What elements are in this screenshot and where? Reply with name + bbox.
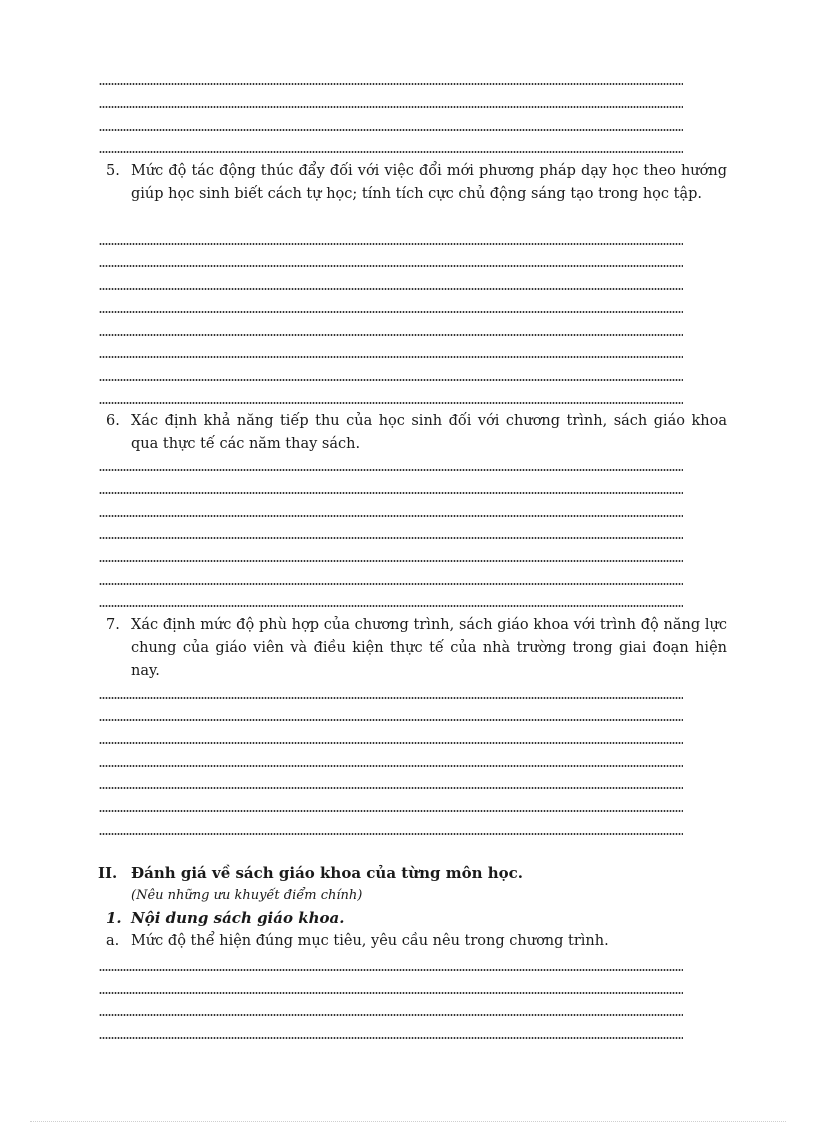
answer-line[interactable] <box>99 82 683 86</box>
subsection-number: 1. <box>106 909 122 927</box>
answer-line[interactable] <box>99 401 683 405</box>
answer-line[interactable] <box>99 991 683 995</box>
question-number: 7. <box>106 617 120 633</box>
subsection-title: Nội dung sách giáo khoa. <box>131 909 345 927</box>
answer-line[interactable] <box>99 832 683 836</box>
answer-line[interactable] <box>99 128 683 132</box>
answer-line[interactable] <box>99 264 683 268</box>
answer-line[interactable] <box>99 378 683 382</box>
answer-line[interactable] <box>99 242 683 246</box>
answer-line[interactable] <box>99 968 683 972</box>
question-number: 6. <box>106 413 120 429</box>
answer-line[interactable] <box>99 468 683 472</box>
answer-line[interactable] <box>99 536 683 540</box>
answer-line[interactable] <box>99 105 683 109</box>
answer-line[interactable] <box>99 741 683 745</box>
section-note: (Nêu những ưu khuyết điểm chính) <box>131 888 363 903</box>
point-label: a. <box>106 933 120 949</box>
answer-line[interactable] <box>99 764 683 768</box>
answer-line[interactable] <box>99 287 683 291</box>
answer-line[interactable] <box>99 604 683 608</box>
answer-line[interactable] <box>99 514 683 518</box>
answer-line[interactable] <box>99 333 683 337</box>
answer-line[interactable] <box>99 1013 683 1017</box>
answer-line[interactable] <box>99 582 683 586</box>
answer-line[interactable] <box>99 150 683 154</box>
section-number: II. <box>98 864 118 882</box>
answer-line[interactable] <box>99 718 683 722</box>
question-text: Xác định mức độ phù hợp của chương trình, sách giáo khoa với trình độ năng lực chung của giáo viên và điều kiện thực tế của nhà trường trong giai đoạn hiện nay. <box>131 617 727 679</box>
answer-line[interactable] <box>99 1036 683 1040</box>
question-text: Mức độ tác động thúc đẩy đối với việc đổi mới phương pháp dạy học theo hướng giúp học sinh biết cách tự học; tính tích cực chủ động sáng tạo trong học tập. <box>131 163 727 202</box>
answer-line[interactable] <box>99 696 683 700</box>
answer-line[interactable] <box>99 786 683 790</box>
question-number: 5. <box>106 163 120 179</box>
section-title: Đánh giá về sách giáo khoa của từng môn học. <box>131 864 523 882</box>
point-text: Mức độ thể hiện đúng mục tiêu, yêu cầu nêu trong chương trình. <box>131 933 609 949</box>
answer-line[interactable] <box>99 809 683 813</box>
answer-line[interactable] <box>99 355 683 359</box>
answer-line[interactable] <box>99 310 683 314</box>
answer-line[interactable] <box>99 559 683 563</box>
answer-line[interactable] <box>99 491 683 495</box>
question-text: Xác định khả năng tiếp thu của học sinh đối với chương trình, sách giáo khoa qua thực tế các năm thay sách. <box>131 413 727 452</box>
